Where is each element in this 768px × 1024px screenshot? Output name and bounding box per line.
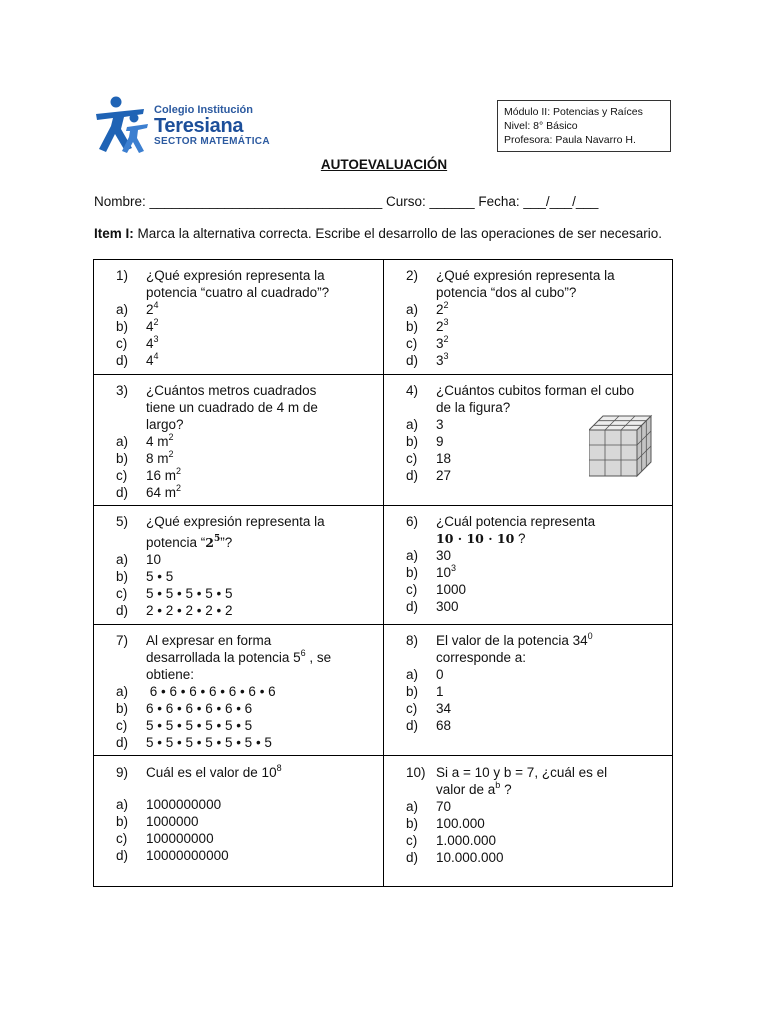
question-text: de la figura? <box>436 400 511 415</box>
option[interactable]: c) 5 • 5 • 5 • 5 • 5 • 5 <box>116 718 253 733</box>
level-label: Nivel: 8° Básico <box>504 120 578 132</box>
question-1 <box>116 267 329 369</box>
option[interactable]: d) $3^3$ <box>406 351 449 368</box>
question-text: tiene un cuadrado de 4 m de <box>146 400 318 415</box>
option[interactable]: a) 3 <box>406 417 444 432</box>
option[interactable]: a) 1000000000 <box>116 797 222 812</box>
question-7: 7) Al expresar en forma desarrollada la potencia $5^6$ , se obtiene: a) 6 • 6 • 6 • 6 • 6 • 6 • 6 b) 6 • 6 • 6 • 6 • 6 • 6 c) 5 • 5 • 5 • 5 • 5 • 5 d) 5 • 5 • 5 • 5 • 5 • 5 • 5 <box>116 633 332 750</box>
question-number: 3) <box>116 383 129 398</box>
option[interactable]: c) 100000000 <box>116 831 214 846</box>
option[interactable]: a) 4 $m^2$ <box>116 432 174 449</box>
row-divider <box>94 505 672 506</box>
option[interactable]: d) 64 $m^2$ <box>116 483 182 500</box>
module-label: Módulo II: Potencias y Raíces <box>504 106 643 118</box>
logo-line-3: SECTOR MATEMÁTICA <box>154 136 270 147</box>
column-divider <box>383 260 384 886</box>
option[interactable]: b) 6 • 6 • 6 • 6 • 6 • 6 <box>116 701 253 716</box>
teresiana-figures-icon <box>94 96 154 154</box>
question-8: 8) El valor de la potencia $34^0$ corresponde a: a) 0 b) 1 c) 34 d) 68 <box>406 631 593 733</box>
option[interactable]: d) 27 <box>406 468 452 483</box>
page-title: AUTOEVALUACIÓN <box>320 157 448 172</box>
option[interactable]: c) 1.000.000 <box>406 833 497 848</box>
question-6: 6) ¿Cuál potencia representa 10 · 10 · 10 ? a) 30 b) $10^3$ c) 1000 d) 300 <box>406 514 596 614</box>
question-number: 10) <box>406 765 426 780</box>
row-divider <box>94 374 672 375</box>
question-number: 6) <box>406 514 419 529</box>
option[interactable]: a) 0 <box>406 667 444 682</box>
option[interactable]: c) $3^2$ <box>406 334 449 351</box>
question-text: obtiene: <box>146 667 195 682</box>
question-text: ¿Cuál potencia representa <box>436 514 596 529</box>
question-text: largo? <box>146 417 184 432</box>
option[interactable]: b) 5 • 5 <box>116 569 174 584</box>
student-info-line[interactable]: Nombre: _______________________________ Curso: ______ Fecha: ___/___/___ <box>94 194 599 209</box>
option[interactable]: a) $2^2$ <box>406 300 449 317</box>
item-instructions <box>94 225 679 242</box>
question-number: 4) <box>406 383 419 398</box>
option[interactable]: d) 300 <box>406 599 459 614</box>
question-number: 2) <box>406 268 419 283</box>
option[interactable]: b) 1000000 <box>116 814 199 829</box>
question-text: Al expresar en forma <box>146 633 272 648</box>
question-text: ¿Cuántos cubitos forman el cubo <box>436 383 635 398</box>
option[interactable]: c) 1000 <box>406 582 467 597</box>
option[interactable]: c) 34 <box>406 701 452 716</box>
option[interactable]: c) 18 <box>406 451 452 466</box>
question-3 <box>116 382 318 501</box>
option[interactable]: d) 5 • 5 • 5 • 5 • 5 • 5 • 5 <box>116 735 272 750</box>
option[interactable]: c) 16 $m^2$ <box>116 466 182 483</box>
module-info-box <box>497 100 671 152</box>
question-number: 9) <box>116 765 129 780</box>
option[interactable]: b) $10^3$ <box>406 563 457 580</box>
option[interactable]: c) $4^3$ <box>116 334 159 351</box>
question-number: 7) <box>116 633 129 648</box>
option[interactable]: c) 5 • 5 • 5 • 5 • 5 <box>116 586 233 601</box>
question-text: ¿Qué expresión representa la <box>146 514 325 529</box>
option[interactable]: a) 6 • 6 • 6 • 6 • 6 • 6 • 6 <box>116 684 276 699</box>
question-text: ¿Qué expresión representa la <box>436 268 615 283</box>
question-number: 1) <box>116 268 129 283</box>
option[interactable]: b) $4^2$ <box>116 317 159 334</box>
option[interactable]: b) 9 <box>406 434 444 449</box>
option[interactable]: d) $4^4$ <box>116 351 159 368</box>
option[interactable]: b) $2^3$ <box>406 317 449 334</box>
cube-figure-icon <box>589 414 659 478</box>
question-text: Si a = 10 y b = 7, ¿cuál es el <box>436 765 608 780</box>
question-text: ¿Qué expresión representa la <box>146 268 325 283</box>
option[interactable]: a) $2^4$ <box>116 300 159 317</box>
item-label: Item I: <box>94 226 134 241</box>
option[interactable]: a) 30 <box>406 548 452 563</box>
question-number: 5) <box>116 514 129 529</box>
question-2 <box>406 267 615 369</box>
option[interactable]: d) 2 • 2 • 2 • 2 • 2 <box>116 603 233 618</box>
question-10: 10) Si a = 10 y b = 7, ¿cuál es el valor de $a^b$ ? a) 70 b) 100.000 c) 1.000.000 d) 10.000.000 <box>406 765 608 865</box>
option[interactable]: b) 1 <box>406 684 444 699</box>
logo-line-1: Colegio Institución <box>154 104 253 116</box>
question-5: 5) ¿Qué expresión representa la potencia “$2^5$”? a) 10 b) 5 • 5 c) 5 • 5 • 5 • 5 • 5 d) 2 • 2 • 2 • 2 • 2 <box>116 514 325 618</box>
option[interactable]: d) 10000000000 <box>116 848 229 863</box>
question-text: potencia “dos al cubo”? <box>436 285 577 300</box>
questions-table <box>93 259 673 887</box>
teacher-label: Profesora: Paula Navarro H. <box>504 134 636 146</box>
question-text: ¿Cuántos metros cuadrados <box>146 383 317 398</box>
option[interactable]: b) 100.000 <box>406 816 485 831</box>
row-divider <box>94 755 672 756</box>
option[interactable]: a) 10 <box>116 552 162 567</box>
logo-line-2: Teresiana <box>154 115 244 137</box>
row-divider <box>94 624 672 625</box>
question-number: 8) <box>406 633 419 648</box>
question-text: corresponde a: <box>436 650 527 665</box>
option[interactable]: a) 70 <box>406 799 452 814</box>
item-text: Marca la alternativa correcta. Escribe el desarrollo de las operaciones de ser necesario. <box>133 226 663 241</box>
option[interactable]: b) 8 $m^2$ <box>116 449 174 466</box>
option[interactable]: d) 10.000.000 <box>406 850 504 865</box>
question-text: potencia “cuatro al cuadrado”? <box>146 285 330 300</box>
question-9: 9) Cuál es el valor de $10^8$ a) 1000000000 b) 1000000 c) 100000000 d) 10000000000 <box>116 763 282 863</box>
school-logo <box>94 96 284 156</box>
option[interactable]: d) 68 <box>406 718 452 733</box>
